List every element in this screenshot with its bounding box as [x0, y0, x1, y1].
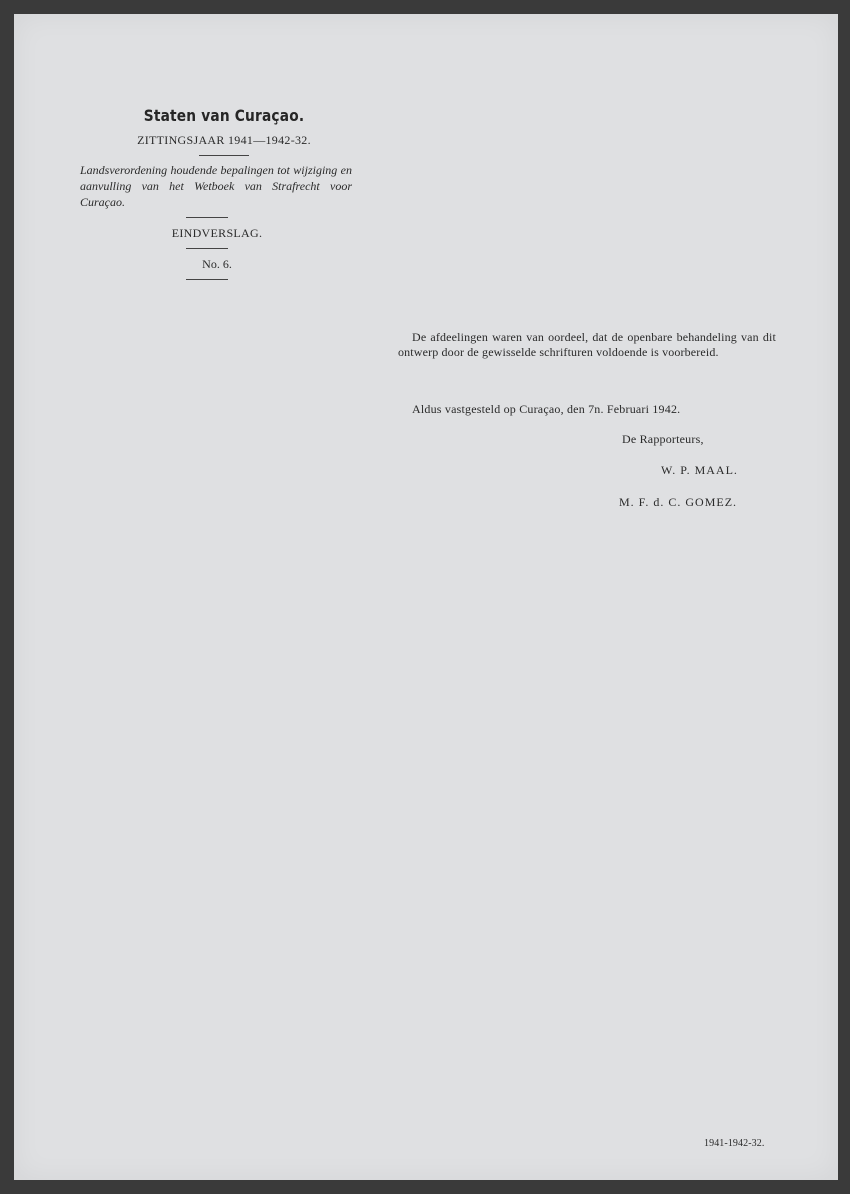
document-header: [74, 106, 374, 280]
divider: [186, 248, 228, 249]
document-page: [14, 14, 838, 1180]
report-number: No. 6.: [202, 257, 232, 271]
divider: [186, 217, 228, 218]
divider: [186, 279, 228, 280]
signature-name: W. P. MAAL.: [661, 463, 738, 477]
divider: [199, 155, 249, 156]
body-text: [398, 330, 776, 360]
organization-title: Staten van Curaçao.: [143, 106, 305, 125]
signatures-label: De Rapporteurs,: [622, 432, 704, 446]
session-year: ZITTINGSJAAR 1941—1942-32.: [137, 133, 311, 147]
report-type: EINDVERSLAG.: [171, 226, 263, 240]
body-paragraph: De afdeelingen waren van oordeel, dat de openbare behandeling van dit ontwerp door de gewisselde schrifturen voldoende is voorbereid.: [398, 330, 776, 359]
document-subject: Landsverordening houdende bepalingen tot wijziging en aanvulling van het Wetboek van Strafrecht voor Curaçao.: [80, 163, 352, 209]
signature-name: M. F. d. C. GOMEZ.: [619, 495, 738, 509]
date-line: Aldus vastgesteld op Curaçao, den 7n. Februari 1942.: [412, 402, 681, 416]
footer-code: 1941-1942-32.: [704, 1138, 765, 1149]
